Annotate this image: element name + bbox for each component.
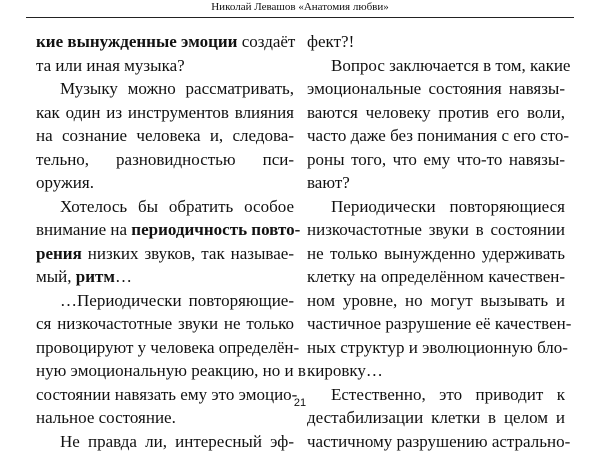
text-line: Хотелось бы обратить особое <box>36 195 294 219</box>
right-column <box>307 30 565 453</box>
bold-phrase: периодичность повто- <box>131 220 300 239</box>
text-line: ную эмоциональную реакцию, но и в <box>36 359 294 383</box>
text-line: ваются человеку против его воли, <box>307 101 565 125</box>
text-line: та или иная музыка? <box>36 54 294 78</box>
left-column <box>36 30 294 453</box>
text-line: частичное разрушение её качествен- <box>307 312 565 336</box>
text-line: ных структур и эволюционную бло- <box>307 336 565 360</box>
text-line: не только вынужденно удерживать <box>307 242 565 266</box>
text-line: роны того, что ему что-то навязы- <box>307 148 565 172</box>
text-line: ся низкочастотные звуки не только <box>36 312 294 336</box>
text-line: частичному разрушению астрально- <box>307 430 565 453</box>
text-line: Естественно, это приводит к <box>307 383 565 407</box>
text-line: Музыку можно рассматривать, <box>36 77 294 101</box>
text-fragment: … <box>115 267 132 286</box>
text-line <box>36 218 294 242</box>
text-line <box>36 242 294 266</box>
text-fragment: мый, <box>36 267 76 286</box>
text-line: на сознание человека и, следова- <box>36 124 294 148</box>
text-line: клетку на определённом качествен- <box>307 265 565 289</box>
text-line: оружия. <box>36 171 294 195</box>
text-line: эмоциональные состояния навязы- <box>307 77 565 101</box>
text-line: …Периодически повторяющие- <box>36 289 294 313</box>
text-line: состоянии навязать ему это эмоцио- <box>36 383 294 407</box>
bold-phrase: ритм <box>76 267 115 286</box>
text-line: как один из инструментов влияния <box>36 101 294 125</box>
text-fragment: создаёт <box>237 32 295 51</box>
text-line: тельно, разновидностью пси- <box>36 148 294 172</box>
text-line: провоцируют у человека определён- <box>36 336 294 360</box>
text-line: кировку… <box>307 359 565 383</box>
text-line: вают? <box>307 171 565 195</box>
bold-phrase: рения <box>36 244 82 263</box>
text-line <box>36 265 294 289</box>
text-line: часто даже без понимания с его сто- <box>307 124 565 148</box>
text-line: ном уровне, но могут вызывать и <box>307 289 565 313</box>
text-fragment: внимание на <box>36 220 131 239</box>
running-header: Николай Левашов «Анатомия любви» <box>26 0 574 18</box>
text-line: Периодически повторяющиеся <box>307 195 565 219</box>
text-line: Вопрос заключается в том, какие <box>307 54 565 78</box>
text-fragment: низких звуков, так называе- <box>82 244 294 263</box>
bold-phrase: кие вынужденные эмоции <box>36 32 237 51</box>
text-line: низкочастотные звуки в состоянии <box>307 218 565 242</box>
text-line: фект?! <box>307 30 565 54</box>
text-line <box>36 30 294 54</box>
text-line: нальное состояние. <box>36 406 294 430</box>
text-line: дестабилизации клетки в целом и <box>307 406 565 430</box>
text-line: Не правда ли, интересный эф- <box>36 430 294 453</box>
page-number: 21 <box>0 397 600 409</box>
